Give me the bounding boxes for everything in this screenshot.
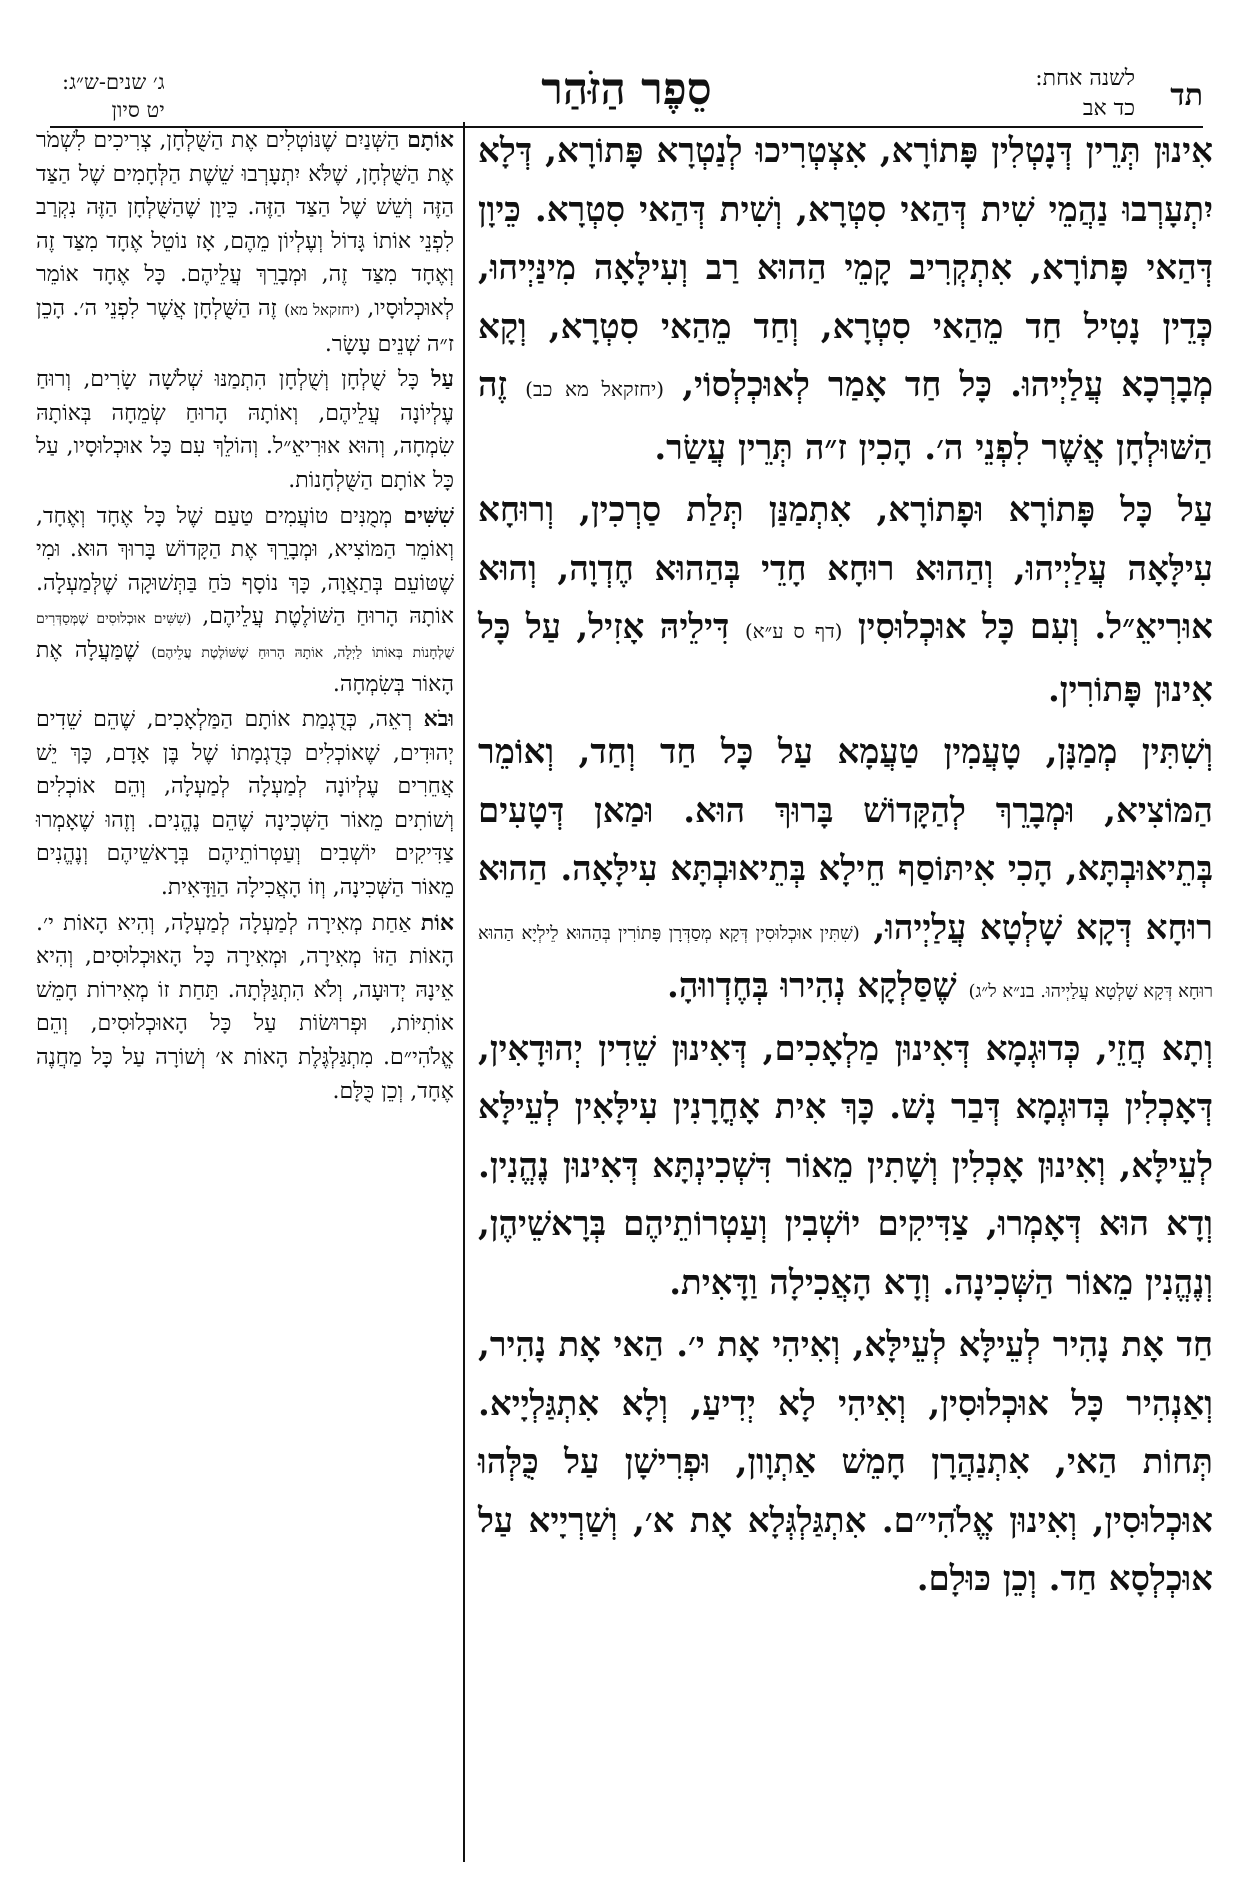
main-text: שֶׁסַּלְקָא נְהִירוּ בְּחֶדְווּהָ. [666, 966, 957, 1006]
lead-word: אוֹת [420, 909, 454, 936]
main-paragraph [478, 481, 1213, 719]
main-paragraph [478, 723, 1213, 1016]
date-three-years: יט סיון [111, 98, 165, 122]
textual-note: (שִׁתִּין אוּכְלוּסִין דְּקָא מְסַדְּרָן פָּתוֹרִין בְּהַהוּא לֵילְיָא הַהוּא רוּחָא דְּקָא שָׁלְטָא עֲלַיְיהוּ. בנ״א ל״ג) [478, 922, 1213, 1002]
main-text: זֶה הַשּׁוּלְחָן אֲשֶׁר לִפְנֵי ה׳. הָכִין ז״ה תְּרֵין עֲשַׂר. [478, 365, 1213, 468]
column-divider [463, 122, 465, 1862]
side-text: אַחַת מְאִירָה לְמַעְלָה לְמַעְלָה, וְהִיא הָאוֹת י׳. הָאוֹת הַזּוֹ מְאִירָה, וּמְאִירָה כָּל הָאוּכְלוּסִים, וְהִיא אֵינָהּ יְדוּעָה, וְלֹא הִתְגַּלְּתָה. תַּחַת זוֹ מְאִירוֹת חָמֵשׁ אוֹתִיּוֹת, וּפְרוּשׂוֹת עַל כָּל הָאוּכְלוּסִים, וְהֵם אֱלֹהִי״ם. מִתְגַּלְגֶּלֶת הָאוֹת א׳ וְשׁוֹרָה עַל כָּל מַחֲנֶה אֶחָד, וְכֵן כֻּלָּם. [36, 910, 454, 1104]
book-title: סֵפֶר הַזֹּהַר [541, 64, 712, 115]
main-paragraph [478, 1020, 1213, 1313]
side-text: זֶה הַשֻּׁלְחָן אֲשֶׁר לִפְנֵי ה׳. הָכֵן ז״ה שְׁנֵים עָשָׂר. [36, 295, 454, 357]
main-text: וְשִׁתִּין מְמַנָּן, טָעֲמִין טַעֲמָא עַל כָּל חַד וְחַד, וְאוֹמֵר הַמּוֹצִיא, וּמְבָרֵךְ לְהַקָּדוֹשׁ בָּרוּךְ הוּא. וּמַאן דְּטָעִים בְּתֵיאוּבְתָּא, הָכִי אִיתּוֹסַף חֵילָא בְּתֵיאוּבְתָּא עִילָּאָה. הַהוּא רוּחָא דְּקָא שָׁלְטָא עֲלַיְיהוּ, [478, 732, 1213, 948]
side-paragraph [36, 363, 454, 497]
main-paragraph [478, 1316, 1213, 1609]
aramaic-column [478, 122, 1213, 1862]
main-text: עַל כָּל פָּתוֹרָא וּפָתוֹרָא, אִתְמַנַּן תְּלַת סַרְכִין, וְרוּחָא עִילָּאָה עֲלַיְיהוּ, וְהַהוּא רוּחָא חָדֵי בְּהַהוּא חֶדְוָה, וְהוּא אוּרִיאֵ״ל. וְעִם כָּל אוּכְלוּסִין [478, 490, 1214, 647]
side-text: שֶׁמַּעֲלָה אֶת הָאוֹר בְּשִׂמְחָה. [36, 637, 454, 697]
main-paragraph [478, 122, 1213, 477]
lead-word: אוֹתָם [407, 127, 454, 153]
lead-word: וּבֹא [423, 706, 454, 733]
main-text: דִּילֵיהּ אָזִיל, עַל כָּל אִינוּן פָּתוֹרִין. [478, 607, 1213, 710]
side-paragraph [36, 703, 454, 905]
page-number: תד [1170, 78, 1203, 113]
side-paragraph [36, 500, 454, 702]
main-text: חַד אָת נָהִיר לְעֵילָּא לְעֵילָּא, וְאִיהִי אָת י׳. הַאי אָת נָהִיר, וְאַנְהִיר כָּל אוּכְלוּסִין, וְאִיהִי לָא יְדִיעַ, וְלָא אִתְגַּלְיָיא. תְּחוֹת הַאי, אִתְנַהֲרָן חָמֵשׁ אַתְוָון, וּפְרִישָׁן עַל כֻּלְּהוּ אוּכְלוּסִין, וְאִינוּן אֱלֹהִי״ם. אִתְגַּלְגְּלָא אָת א׳, וְשַׁרְיָיא עַל אוּכְלְסָא חַד. וְכֵן כּוּלָם. [478, 1325, 1213, 1599]
hebrew-translation-column [36, 124, 454, 1864]
main-text: אִינוּן תְּרֵין דְּנָטְלִין פָּתוֹרָא, אִצְטְרִיכוּ לְנַטְרָא פָּתוֹרָא, דְּלָא יִתְעָרְבוּ נַהֲמֵי שִׁית דְּהַאי סִטְרָא, וְשִׁית דְּהַאי סִטְרָא. כֵּיוָן דְּהַאי פָּתוֹרָא, אִתְקְרִיב קָמֵי הַהוּא רַב וְעִילָּאָה מִינַּיְיהוּ, כְּדֵין נָטִיל חַד מֵהַאי סִטְרָא, וְחַד מֵהַאי סִטְרָא, וְקָא מְבָרְכָא עֲלַיְיהוּ. כָּל חַד אָמַר לְאוּכְלְסוֹי, [478, 131, 1213, 405]
verse-reference: (יחזקאל מא) [284, 300, 360, 319]
schedule-one-year: לשנה אחת: [1035, 66, 1135, 91]
side-text: רְאֵה, כְּדֻגְמַת אוֹתָם הַמַּלְאָכִים, שֶׁהֵם שֵׁדִים יְהוּדִים, שֶׁאוֹכְלִים כְּדֻגְמָתוֹ שֶׁל בֶּן אָדָם, כָּךְ יֵשׁ אֲחֵרִים עֶלְיוֹנָה לְמַעְלָה לְמַעְלָה, וְהֵם אוֹכְלִים וְשׁוֹתִים מֵאוֹר הַשְּׁכִינָה שֶׁהֵם נֶהֱנִים. וְזֶהוּ שֶׁאָמְרוּ צַדִּיקִים יוֹשְׁבִים וְעַטְרוֹתֵיהֶם בְּרָאשֵׁיהֶם וְנֶהֱנִים מֵאוֹר הַשְּׁכִינָה, וְזוֹ הָאֲכִילָה הַוַּדָּאִית. [36, 707, 454, 901]
lead-word: שִׁשִּׁים [403, 502, 454, 529]
header-left-info [62, 68, 165, 124]
side-text: הַשְּׁנַיִם שֶׁנּוֹטְלִים אֶת הַשֻּׁלְחָן, צְרִיכִים לִשְׁמֹר אֶת הַשֻּׁלְחָן, שֶׁלֹּא יִתְעָרְבוּ שֵׁשֶׁת הַלְּחָמִים שֶׁל הַצַּד הַזֶּה וְשֵׁשׁ שֶׁל הַצַּד הַזֶּה. כֵּיוָן שֶׁהַשֻּׁלְחָן הַזֶּה נִקְרַב לִפְנֵי אוֹתוֹ גָּדוֹל וְעֶלְיוֹן מֵהֶם, אָז נוֹטֵל אֶחָד מִצַּד זֶה וְאֶחָד מִצַּד זֶה, וּמְבָרֵךְ עֲלֵיהֶם. כָּל אֶחָד אוֹמֵר לְאוּכְלוּסָיו, [36, 128, 454, 321]
side-text: כָּל שֻׁלְחָן וְשֻׁלְחָן הִתְמַנּוּ שְׁלֹשָׁה שָׂרִים, וְרוּחַ עֶלְיוֹנָה עֲלֵיהֶם, וְאוֹתָהּ הָרוּחַ שְׂמֵחָה בְּאוֹתָהּ שִׂמְחָה, וְהוּא אוּרִיאֵ״ל. וְהוֹלֵךְ עִם כָּל אוּכְלוּסָיו, עַל כָּל אוֹתָם הַשֻּׁלְחָנוֹת. [36, 367, 454, 493]
folio-reference: (דף ס ע״א) [744, 619, 843, 643]
date-one-year: כד אב [1082, 96, 1135, 121]
textual-note: (שִׁשִּׁים אוּכְלוּסִים שֶׁמְּסַדְּרִים שֻׁלְחָנוֹת בְּאוֹתוֹ לַיְלָה, אוֹתָהּ הָרוּחַ שֶׁשּׁוֹלֶטֶת עֲלֵיהֶם) [36, 611, 454, 661]
side-paragraph [36, 907, 454, 1109]
lead-word: עַל [431, 366, 454, 393]
verse-reference: (יחזקאל מא כב) [525, 377, 665, 401]
schedule-three-years: ג׳ שנים-ש״ג: [62, 70, 165, 94]
side-text: מְמֻנִּים טוֹעֲמִים טַעַם שֶׁל כָּל אֶחָד וְאֶחָד, וְאוֹמֵר הַמּוֹצִיא, וּמְבָרֵךְ אֶת הַקָּדוֹשׁ בָּרוּךְ הוּא. וּמִי שֶׁטּוֹעֵם בְּתַאֲוָה, כָּךְ נוֹסָף כֹּחַ בַּתְּשׁוּקָה שֶׁלְּמַעְלָה. אוֹתָהּ הָרוּחַ הַשּׁוֹלֶטֶת עֲלֵיהֶם, [36, 503, 454, 630]
side-paragraph [36, 124, 454, 361]
page-header [40, 58, 1213, 130]
main-text: וְתָא חֲזֵי, כְּדוּגְמָא דְּאִינוּן מַלְאָכִים, דְּאִינוּן שֵׁדִין יְהוּדָאִין, דְּאָכְלִין בְּדוּגְמָא דְּבַר נָשׁ. כָּךְ אִית אָחֳרָנִין עִילָּאִין לְעֵילָּא לְעֵילָּא, וְאִינוּן אָכְלִין וְשָׁתִין מֵאוֹר דִּשְׁכִינְתָּא דְּאִינוּן נֶהֱנִין. וְדָא הוּא דְּאָמְרוּ, צַדִּיקִים יוֹשְׁבִין וְעַטְרוֹתֵיהֶם בְּרָאשֵׁיהֶן, וְנֶהֱנִין מֵאוֹר הַשְּׁכִינָה. וְדָא הָאֲכִילָה וַדָּאִית. [478, 1028, 1213, 1303]
